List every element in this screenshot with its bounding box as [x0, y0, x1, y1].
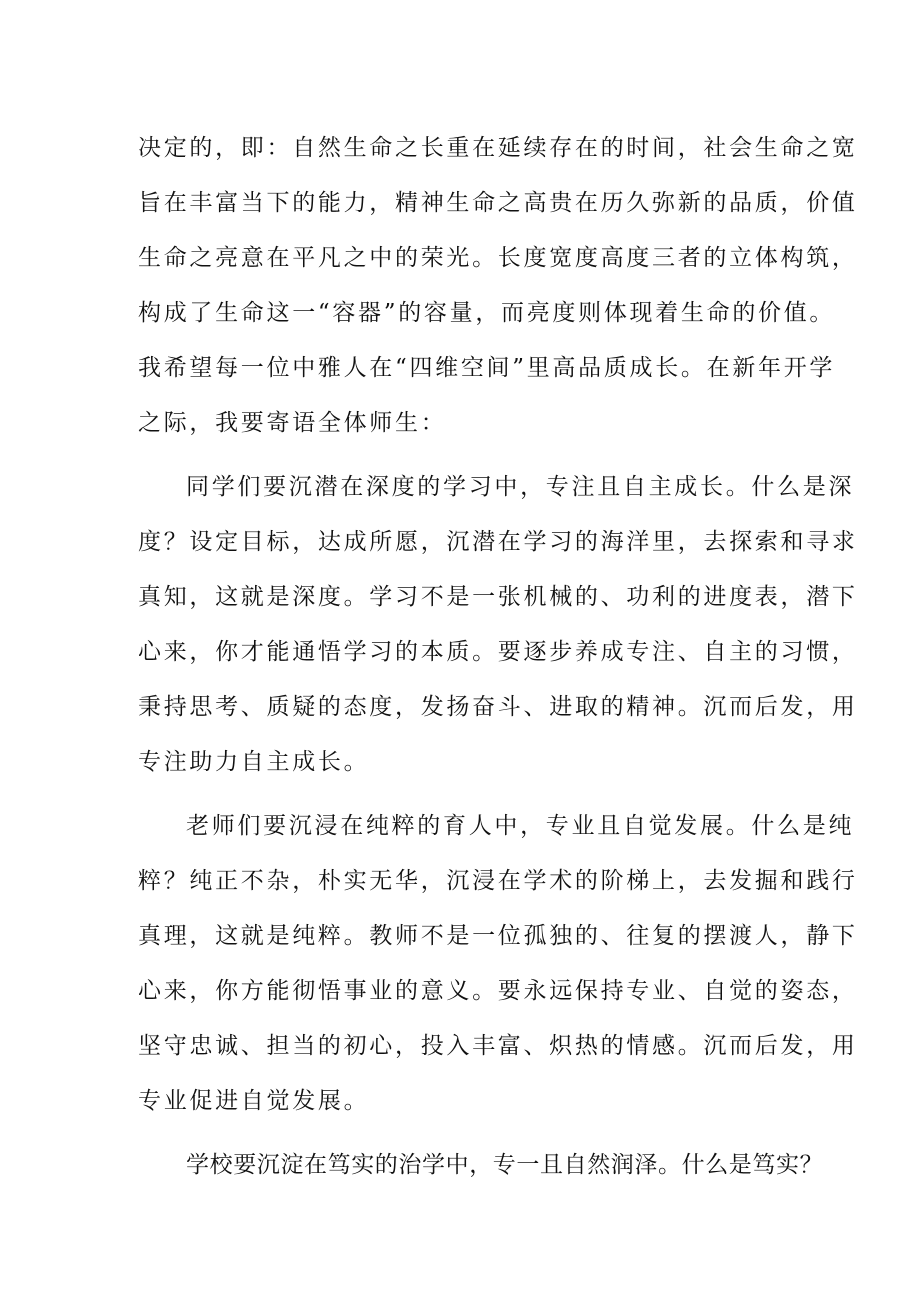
- paragraph-line: 专业促进自觉发展。: [138, 1088, 370, 1114]
- paragraph-line: 老师们要沉浸在纯粹的育人中，专业且自觉发展。什么是纯: [186, 813, 855, 839]
- paragraph-line: 生命之亮意在平凡之中的荣光。长度宽度高度三者的立体构筑，: [138, 245, 858, 271]
- paragraph-line: 构成了生命这一“容器”的容量，而亮度则体现着生命的价值。: [138, 300, 836, 326]
- paragraph-line: 专注助力自主成长。: [138, 749, 370, 775]
- paragraph-line: 真理，这就是纯粹。教师不是一位孤独的、往复的摆渡人，静下: [138, 923, 858, 949]
- paragraph-line: 同学们要沉潜在深度的学习中，专注且自主成长。什么是深: [186, 474, 855, 500]
- paragraph-line: 决定的，即：自然生命之长重在延续存在的时间，社会生命之宽: [138, 135, 858, 161]
- paragraph-line: 我希望每一位中雅人在“四维空间”里高品质成长。在新年开学: [138, 355, 836, 381]
- paragraph-line: 真知，这就是深度。学习不是一张机械的、功利的进度表，潜下: [138, 584, 858, 610]
- paragraph-line: 学校要沉淀在笃实的治学中，专一且自然润泽。什么是笃实？: [186, 1152, 824, 1178]
- paragraph-line: 秉持思考、质疑的态度，发扬奋斗、进取的精神。沉而后发，用: [138, 694, 858, 720]
- paragraph-line: 旨在丰富当下的能力，精神生命之高贵在历久弥新的品质，价值: [138, 190, 858, 216]
- paragraph-line: 粹？纯正不杂，朴实无华，沉浸在学术的阶梯上，去发掘和践行: [138, 868, 858, 894]
- paragraph-line: 坚守忠诚、担当的初心，投入丰富、炽热的情感。沉而后发，用: [138, 1033, 858, 1059]
- paragraph-line: 心来，你才能通悟学习的本质。要逐步养成专注、自主的习惯，: [138, 639, 858, 665]
- paragraph-line: 心来，你方能彻悟事业的意义。要永远保持专业、自觉的姿态，: [138, 978, 858, 1004]
- paragraph-line: 之际，我要寄语全体师生：: [138, 410, 447, 436]
- paragraph-line: 度？设定目标，达成所愿，沉潜在学习的海洋里，去探索和寻求: [138, 529, 858, 555]
